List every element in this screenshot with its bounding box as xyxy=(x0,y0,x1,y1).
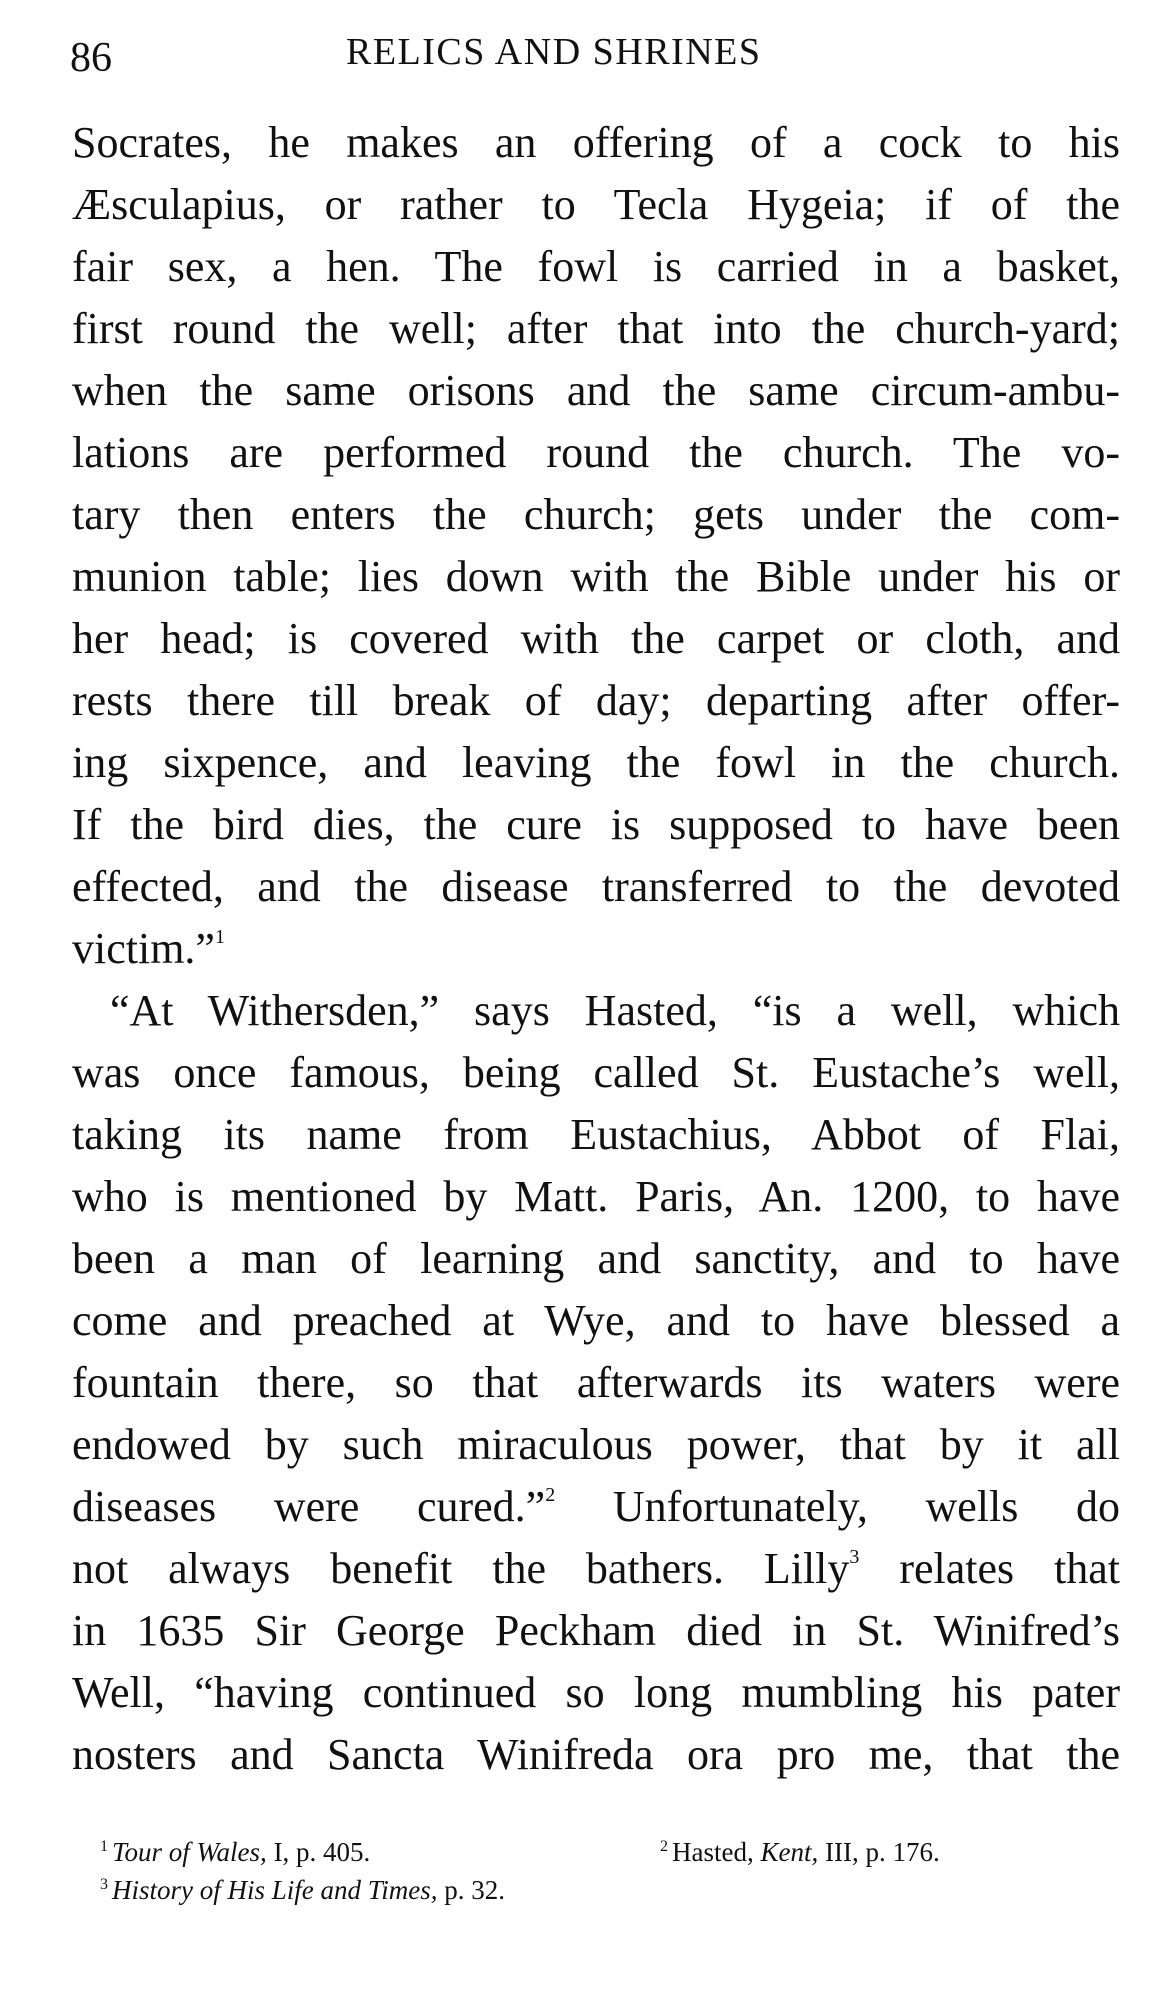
footnote-title: Kent, xyxy=(760,1837,819,1867)
text-line: endowed by such miraculous power, that by it all xyxy=(72,1420,1120,1469)
text-line: Æsculapius, or rather to Tecla Hygeia; if of the xyxy=(72,180,1120,229)
body-text xyxy=(72,112,1120,1786)
text-line: nosters and Sancta Winifreda ora pro me, that the xyxy=(72,1730,1120,1779)
footnote-title: History of His Life and Times, xyxy=(112,1875,438,1905)
footnote-3 xyxy=(100,1866,505,1904)
text-line: taking its name from Eustachius, Abbot of Flai, xyxy=(72,1110,1120,1159)
footnote-2 xyxy=(660,1828,1100,1866)
footnote-ref-3: 3 xyxy=(849,1546,860,1568)
text-line: first round the well; after that into the church-yard; xyxy=(72,304,1120,353)
text-line: who is mentioned by Matt. Paris, An. 1200, to have xyxy=(72,1172,1120,1221)
footnote-mark: 3 xyxy=(100,1876,108,1893)
text-line: been a man of learning and sanctity, and to have xyxy=(72,1234,1120,1283)
text-line: munion table; lies down with the Bible under his or xyxy=(72,552,1120,601)
running-title: RELICS AND SHRINES xyxy=(346,31,762,73)
text-line: her head; is covered with the carpet or cloth, and xyxy=(72,614,1120,663)
text-line xyxy=(72,1476,1120,1538)
text-line xyxy=(72,1538,1120,1600)
text-line: Well, “having continued so long mumbling his pater xyxy=(72,1668,1120,1717)
footnote-1 xyxy=(100,1828,660,1866)
text-line: Socrates, he makes an offering of a cock to his xyxy=(72,118,1120,167)
text-segment: relates that xyxy=(899,1544,1120,1593)
text-line: ing sixpence, and leaving the fowl in the church. xyxy=(72,738,1120,787)
text-line: If the bird dies, the cure is supposed to have been xyxy=(72,800,1120,849)
text-line: fountain there, so that afterwards its waters were xyxy=(72,1358,1120,1407)
footnote-author: Hasted, xyxy=(672,1837,761,1867)
text-line: tary then enters the church; gets under the com- xyxy=(72,490,1120,539)
footnote-row xyxy=(100,1866,1100,1904)
page-number: 86 xyxy=(70,35,112,81)
running-header xyxy=(70,24,1120,84)
footnote-ref-1: 1 xyxy=(214,926,225,948)
footnote-text: III, p. 176. xyxy=(818,1837,940,1867)
text-segment: Unfortunately, wells do xyxy=(612,1482,1120,1531)
text-line: come and preached at Wye, and to have blessed a xyxy=(72,1296,1120,1345)
footnote-ref-2: 2 xyxy=(545,1484,556,1506)
text-line xyxy=(72,918,1120,980)
text-line: fair sex, a hen. The fowl is carried in a basket, xyxy=(72,242,1120,291)
text-line: when the same orisons and the same circum-ambu- xyxy=(72,366,1120,415)
text-line: “At Withersden,” says Hasted, “is a well, which xyxy=(110,986,1120,1035)
text-segment: not always benefit the bathers. Lilly xyxy=(72,1544,850,1593)
footnote-text: p. 32. xyxy=(437,1875,506,1905)
text-line: rests there till break of day; departing after offer- xyxy=(72,676,1120,725)
text-line: in 1635 Sir George Peckham died in St. Winifred’s xyxy=(72,1606,1120,1655)
text-segment: diseases were cured.” xyxy=(72,1482,546,1531)
footnote-mark: 2 xyxy=(660,1838,668,1855)
footnotes xyxy=(100,1828,1100,1904)
footnote-text: I, p. 405. xyxy=(266,1837,371,1867)
footnote-row xyxy=(100,1828,1100,1866)
text-line: lations are performed round the church. The vo- xyxy=(72,428,1120,477)
text-segment: victim.” xyxy=(72,924,215,973)
footnote-title: Tour of Wales, xyxy=(112,1837,267,1867)
text-line: was once famous, being called St. Eustache’s well, xyxy=(72,1048,1120,1097)
text-line: effected, and the disease transferred to the devoted xyxy=(72,862,1120,911)
footnote-mark: 1 xyxy=(100,1838,108,1855)
